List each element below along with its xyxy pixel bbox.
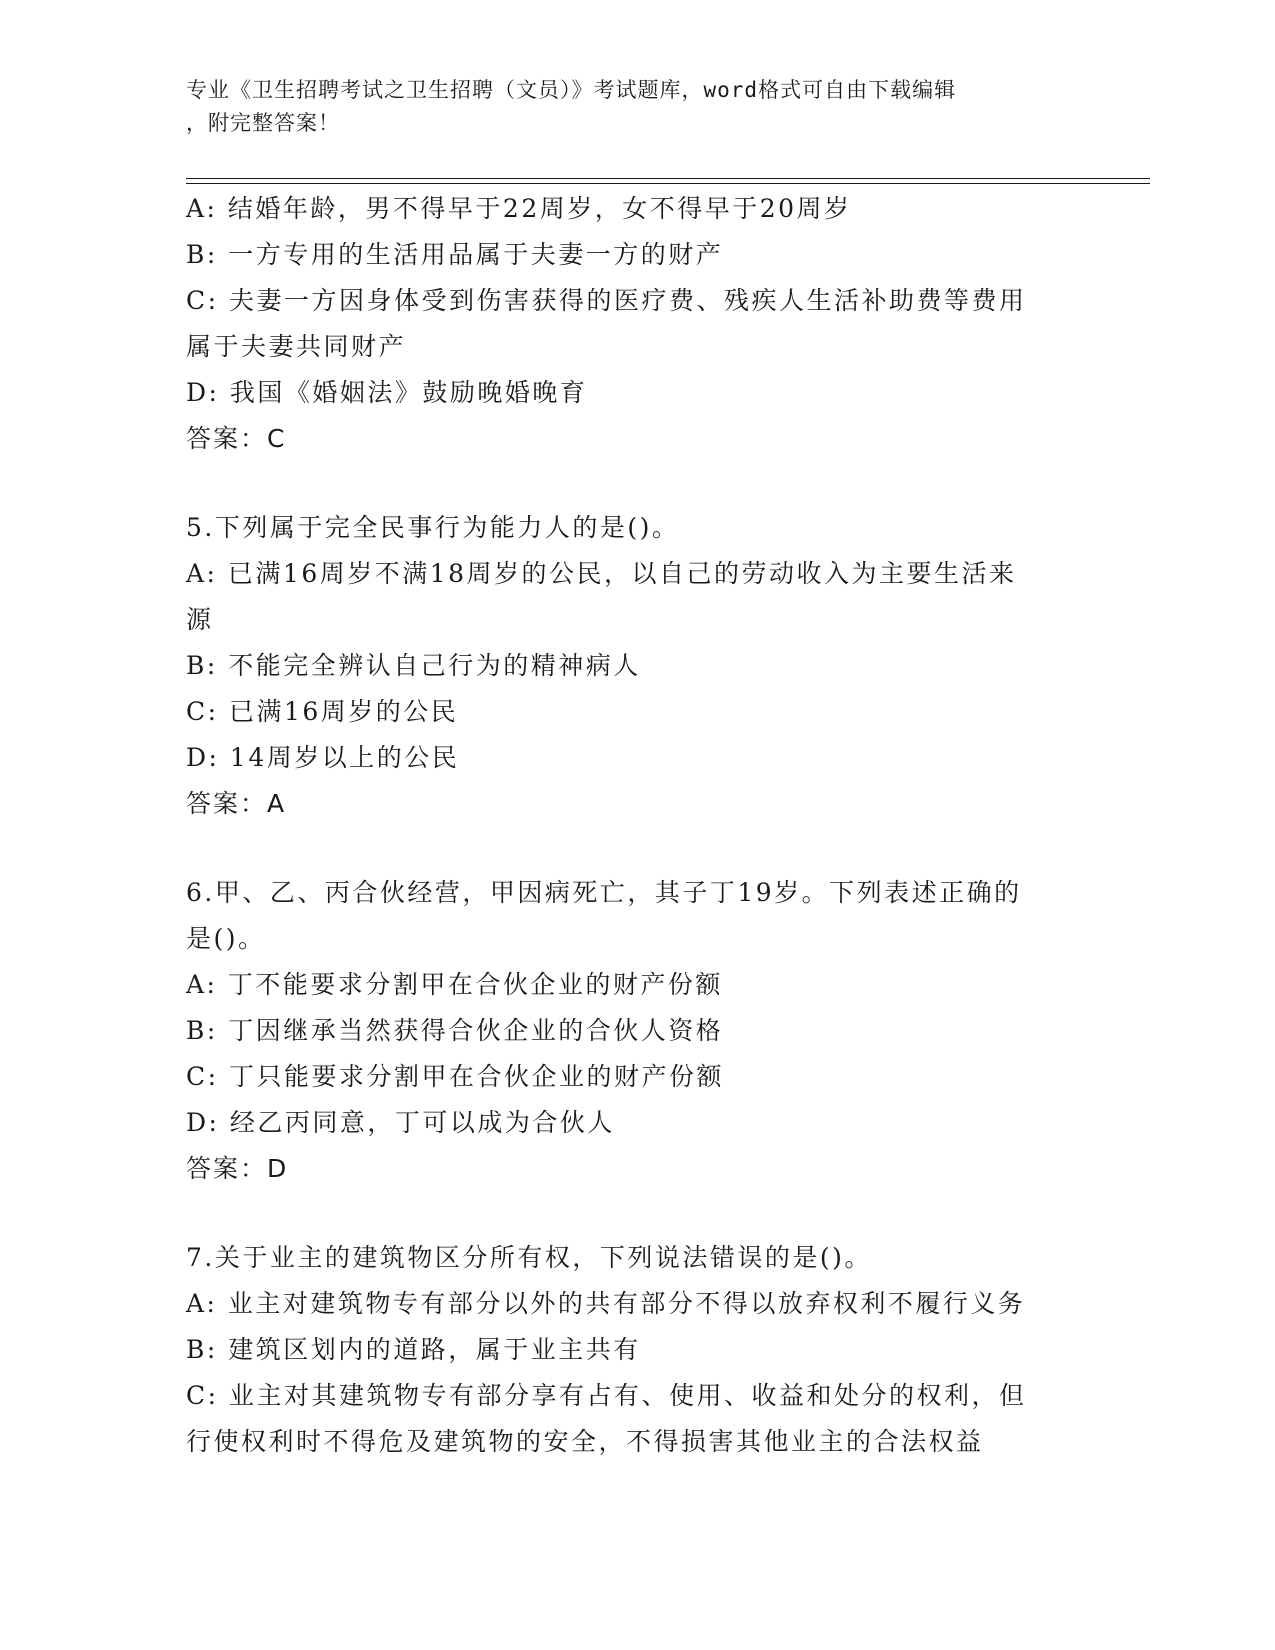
question-stem: 6.甲、乙、丙合伙经营，甲因病死亡，其子丁19岁。下列表述正确的 [186, 878, 1022, 907]
question-5-block [186, 505, 1086, 827]
header-rule-bottom [186, 183, 1150, 184]
option-d: D: 14周岁以上的公民 [186, 743, 460, 772]
spacer [186, 462, 1086, 505]
answer-line: 答案：C [186, 424, 287, 453]
option-a: A: 结婚年龄，男不得早于22周岁，女不得早于20周岁 [186, 194, 852, 223]
header-rule-top [186, 178, 1150, 179]
option-c: C: 夫妻一方因身体受到伤害获得的医疗费、残疾人生活补助费等费用 [186, 286, 1027, 315]
option-a: A: 丁不能要求分割甲在合伙企业的财产份额 [186, 970, 723, 999]
option-d: D: 我国《婚姻法》鼓励晚婚晚育 [186, 378, 588, 407]
option-c: C: 业主对其建筑物专有部分享有占有、使用、收益和处分的权利，但 [186, 1381, 1027, 1410]
document-header [186, 74, 1066, 140]
spacer [186, 1192, 1086, 1235]
option-c-continued: 行使权利时不得危及建筑物的安全，不得损害其他业主的合法权益 [186, 1427, 984, 1456]
option-b: B: 丁因继承当然获得合伙企业的合伙人资格 [186, 1016, 724, 1045]
answer-line: 答案：D [186, 1154, 289, 1183]
option-c: C: 丁只能要求分割甲在合伙企业的财产份额 [186, 1062, 724, 1091]
option-d: D: 经乙丙同意，丁可以成为合伙人 [186, 1108, 615, 1137]
question-7-block [186, 1235, 1086, 1465]
header-line-1: 专业《卫生招聘考试之卫生招聘（文员）》考试题库，word格式可自由下载编辑 [186, 78, 957, 102]
answer-line: 答案：A [186, 789, 287, 818]
question-stem: 5.下列属于完全民事行为能力人的是()。 [186, 513, 680, 542]
question-4-block [186, 186, 1086, 462]
option-c-continued: 属于夫妻共同财产 [186, 332, 407, 361]
option-a-continued: 源 [186, 605, 214, 634]
option-a: A: 业主对建筑物专有部分以外的共有部分不得以放弃权利不履行义务 [186, 1289, 1026, 1318]
option-b: B: 建筑区划内的道路，属于业主共有 [186, 1335, 641, 1364]
question-list [186, 186, 1086, 1465]
option-b: B: 不能完全辨认自己行为的精神病人 [186, 651, 641, 680]
question-6-block [186, 870, 1086, 1192]
option-b: B: 一方专用的生活用品属于夫妻一方的财产 [186, 240, 724, 269]
header-line-2: ，附完整答案！ [186, 111, 340, 135]
option-a: A: 已满16周岁不满18周岁的公民，以自己的劳动收入为主要生活来 [186, 559, 1017, 588]
question-stem: 7.关于业主的建筑物区分所有权，下列说法错误的是()。 [186, 1243, 872, 1272]
question-stem-continued: 是()。 [186, 924, 266, 953]
spacer [186, 827, 1086, 870]
option-c: C: 已满16周岁的公民 [186, 697, 459, 726]
